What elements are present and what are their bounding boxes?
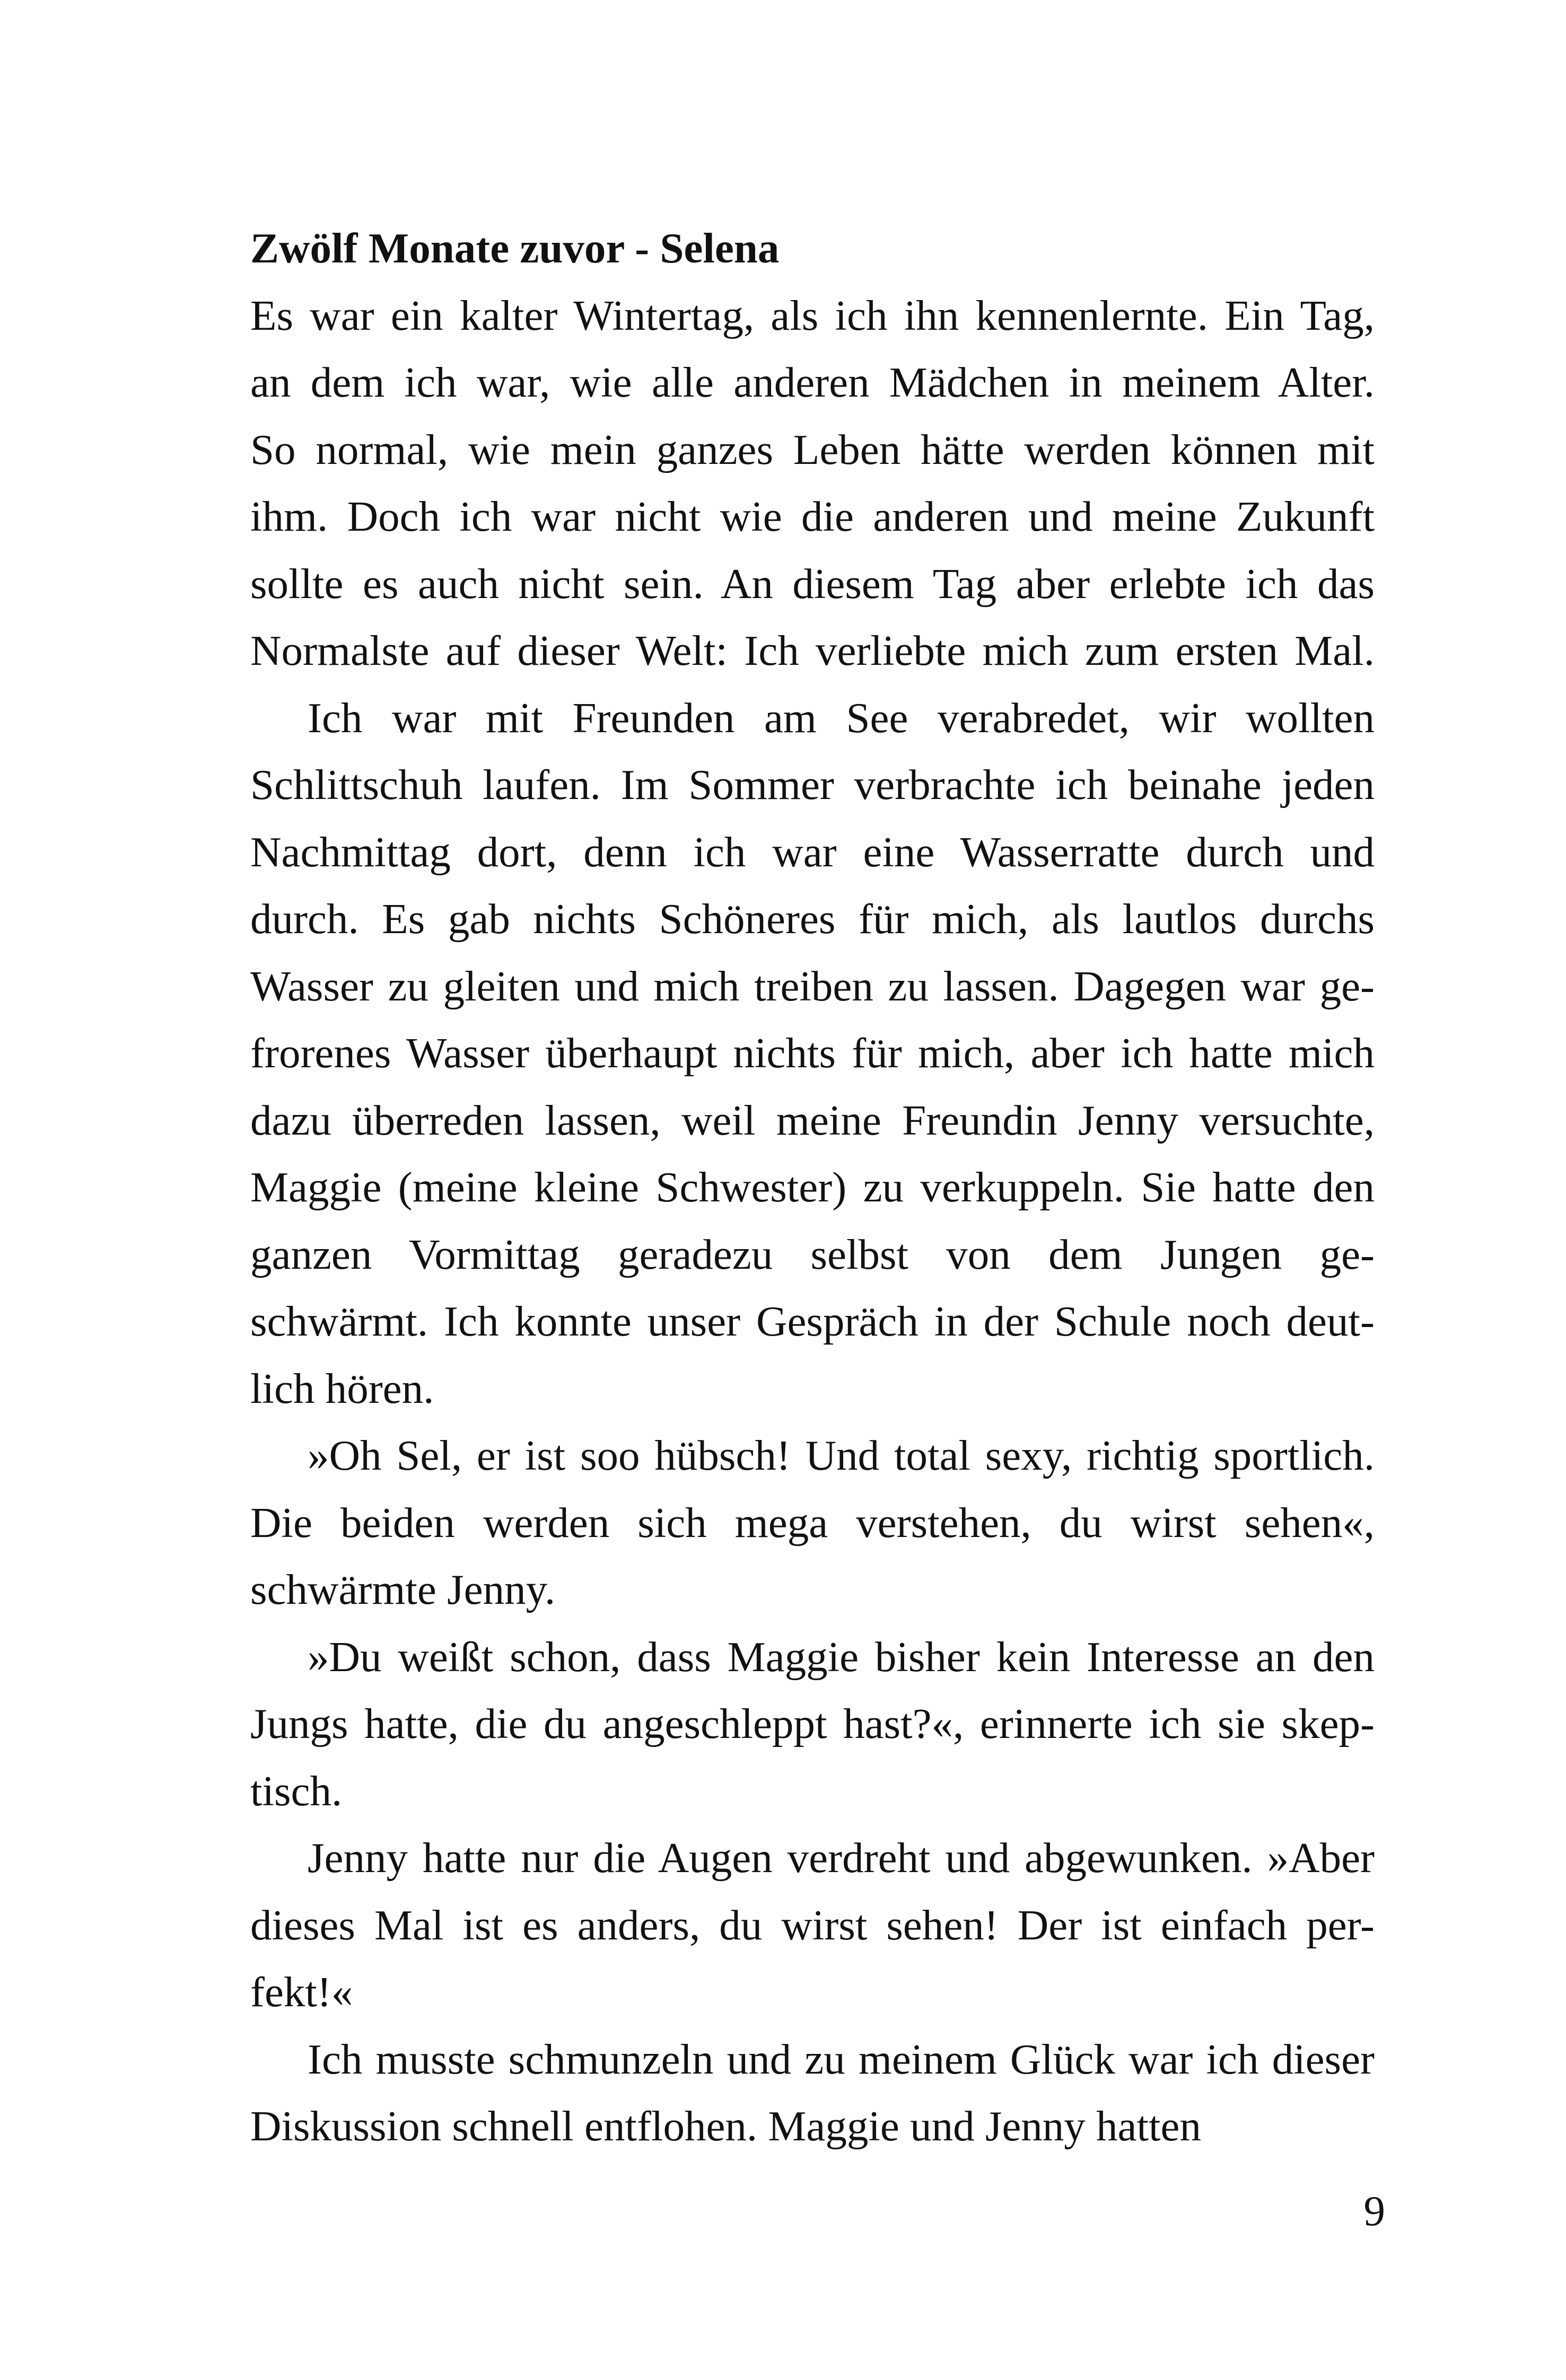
text-line: Diskussion schnell entflohen. Maggie und Jenny hatten (250, 2102, 1201, 2150)
text-line: ihm. Doch ich war nicht wie die anderen und meine Zukunft (250, 493, 1375, 540)
text-line: Es war ein kalter Wintertag, als ich ihn kennenlernte. Ein Tag, (250, 291, 1375, 339)
text-line: schwärmte Jenny. (250, 1566, 556, 1613)
text-line: Jungs hatte, die du angeschleppt hast?«, erinnerte ich sie skep- (250, 1700, 1375, 1747)
text-line: Ich musste schmunzeln und zu meinem Glück war ich dieser (308, 2035, 1375, 2083)
text-line: lich hören. (250, 1364, 434, 1412)
text-line: frorenes Wasser überhaupt nichts für mich, aber ich hatte mich (250, 1029, 1375, 1077)
chapter-heading: Zwölf Monate zuvor - Selena (250, 224, 780, 272)
text-line: durch. Es gab nichts Schöneres für mich, als lautlos durchs (250, 895, 1375, 943)
text-line: Nachmittag dort, denn ich war eine Wasserratte durch und (250, 828, 1375, 876)
text-line: tisch. (250, 1767, 343, 1815)
text-line: schwärmt. Ich konnte unser Gespräch in der Schule noch deut- (250, 1297, 1375, 1345)
page-number: 9 (1363, 2187, 1385, 2235)
text-line: Ich war mit Freunden am See verabredet, wir wollten (308, 693, 1375, 742)
text-line: an dem ich war, wie alle anderen Mädchen in meinem Alter. (250, 358, 1375, 406)
text-line: Jenny hatte nur die Augen verdreht und abgewunken. »Aber (308, 1834, 1375, 1882)
text-line: »Oh Sel, er ist soo hübsch! Und total sexy, richtig sportlich. (308, 1431, 1375, 1479)
text-line: sollte es auch nicht sein. An diesem Tag aber erlebte ich das (250, 559, 1375, 608)
text-line: So normal, wie mein ganzes Leben hätte werden können mit (250, 425, 1375, 473)
text-line: dazu überreden lassen, weil meine Freundin Jenny versuchte, (250, 1096, 1375, 1144)
text-line: Schlittschuh laufen. Im Sommer verbrachte ich beinahe jeden (250, 761, 1375, 809)
text-line: Die beiden werden sich mega verstehen, du wirst sehen«, (250, 1498, 1375, 1547)
text-line: dieses Mal ist es anders, du wirst sehen! Der ist einfach per- (250, 1901, 1375, 1949)
page-text (250, 215, 1375, 2160)
text-line: fekt!« (250, 1968, 353, 2016)
text-line: Normalste auf dieser Welt: Ich verliebte mich zum ersten Mal. (250, 627, 1375, 674)
text-line: ganzen Vormittag geradezu selbst von dem Jungen ge- (250, 1230, 1375, 1278)
text-line: Wasser zu gleiten und mich treiben zu lassen. Dagegen war ge- (250, 962, 1375, 1010)
text-line: »Du weißt schon, dass Maggie bisher kein Interesse an den (308, 1632, 1375, 1681)
text-line: Maggie (meine kleine Schwester) zu verkuppeln. Sie hatte den (250, 1163, 1375, 1211)
